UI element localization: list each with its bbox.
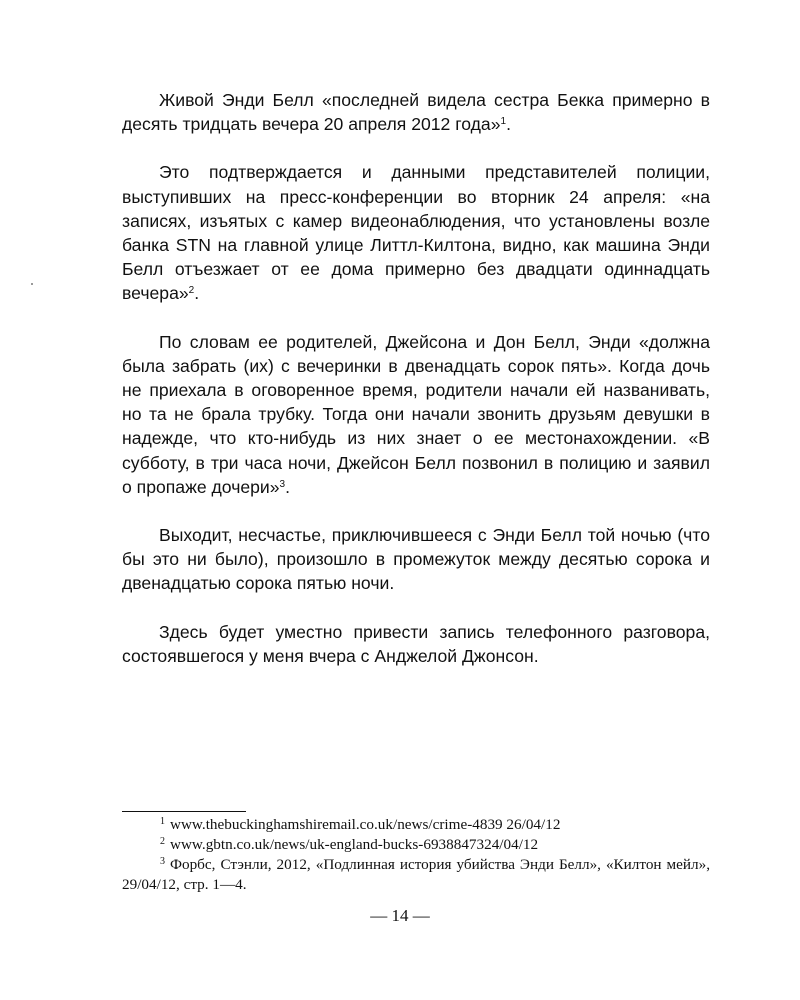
footnotes [122,815,710,895]
footnote-2-text: www.gbtn.co.uk/news/uk-england-bucks-6938847324/04/12 [170,836,539,853]
paragraph-4: Выходит, несчастье, приключившееся с Энди Белл той ночью (что бы это ни было), произошло в промежуток между десятью сорока и двенадцатью сорока пятью ночи. [122,525,710,594]
scan-speck [31,283,33,285]
footnote-ref-1[interactable]: 1 [500,116,507,128]
footnote-1 [122,815,710,835]
footnote-1-text: www.thebuckinghamshiremail.co.uk/news/crime-4839 26/04/12 [170,816,561,833]
footnote-separator [122,811,246,812]
paragraph-1: Живой Энди Белл «последней видела сестра Бекка примерно в десять тридцать вечера 20 апреля 2012 года»$^1$. [122,90,710,135]
footnote-mark-3: 3 [160,856,165,867]
paragraph-5: Здесь будет уместно привести запись телефонного разговора, состоявшегося у меня вчера с Анджелой Джонсон. [122,621,710,666]
paragraph-3: По словам ее родителей, Джейсона и Дон Белл, Энди «должна была забрать (их) с вечеринки в двенадцать сорок пять». Когда дочь не приехала в оговоренное время, родители начали ей названивать, но та не брала трубку. Тогда они начали звонить друзьям девушки в надежде, что кто-нибудь из них знает о ее местонахождении. «В субботу, в три часа ночи, Джейсон Белл позвонил в полицию и заявил о пропаже дочери»$^3$. [122,331,710,497]
paragraph-2: Это подтверждается и данными представителей полиции, выступивших на пресс-конференции во вторник 24 апреля: «на записях, изъятых с камер видеонаблюдения, что установлены возле банка STN на главной улице Литтл-Килтона, видно, как машина Энди Белл отъезжает от ее дома примерно без двадцати одиннадцать вечера»$^2$. [122,162,710,304]
footnote-mark-1: 1 [160,816,165,827]
footnote-2 [122,835,710,855]
footnote-ref-3[interactable]: 3 [279,478,286,490]
footnote-3-text: Форбс, Стэнли, 2012, «Подлинная история убийства Энди Белл», «Килтон мейл», 29/04/12, стр. 1—4. [122,856,710,893]
footnote-ref-2[interactable]: 2 [188,285,195,297]
footnote-3 [122,855,710,895]
main-text [122,88,710,668]
page-number: — 14 — [370,906,430,925]
footnote-mark-2: 2 [160,836,165,847]
